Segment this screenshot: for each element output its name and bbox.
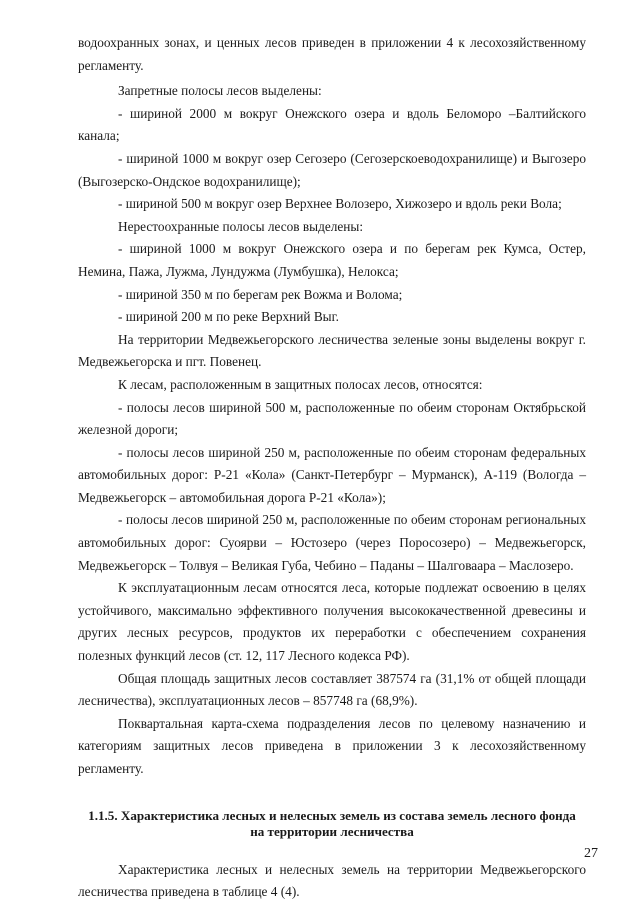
paragraph: Общая площадь защитных лесов составляет 387574 га (31,1% от общей площади лесничества), эксплуатационных лесов – 857748 га (68,9%). <box>78 670 586 709</box>
list-item: - полосы лесов шириной 250 м, расположенные по обеим сторонам федеральных автомобильных дорог: Р-21 «Кола» (Санкт-Петербург – Мурманск), А-119 (Вологда – Медвежьегорск – автомобильная дорога Р-21 «Кола»); <box>78 444 586 505</box>
list-item: - шириной 1000 м вокруг Онежского озера и по берегам рек Кумса, Остер, Немина, Пажа, Лужма, Лундужма (Лумбушка), Нелокса; <box>78 241 586 279</box>
section-heading-line: на территории лесничества <box>250 824 414 840</box>
section-heading-line: 1.1.5. Характеристика лесных и нелесных земель из состава земель лесного фонда <box>88 807 576 823</box>
section-heading <box>78 808 586 841</box>
paragraph: водоохранных зонах, и ценных лесов приведен в приложении 4 к лесохозяйственному регламенту. <box>78 35 586 73</box>
closing-paragraph: Характеристика лесных и нелесных земель на территории Медвежьегорского лесничества приведена в таблице 4 (4). <box>78 861 586 900</box>
paragraph: Нерестоохранные полосы лесов выделены: <box>118 218 364 234</box>
paragraph: Запретные полосы лесов выделены: <box>118 83 322 99</box>
list-item: - шириной 200 м по реке Верхний Выг. <box>118 309 339 325</box>
paragraph: Поквартальная карта-схема подразделения лесов по целевому назначению и категориям защитных лесов приведена в приложении 3 к лесохозяйственному регламенту. <box>78 715 586 776</box>
paragraph: К эксплуатационным лесам относятся леса, которые подлежат освоению в целях устойчивого, максимально эффективного получения высококачественной древесины и других лесных ресурсов, продуктов их переработки с обеспечением сохранения полезных функций лесов (ст. 12, 117 Лесного кодекса РФ). <box>78 580 586 664</box>
page-number: 27 <box>584 846 598 861</box>
paragraph: На территории Медвежьегорского лесничества зеленые зоны выделены вокруг г. Медвежьегорска и пгт. Повенец. <box>78 331 586 370</box>
list-item: - шириной 1000 м вокруг озер Сегозеро (Сегозерскоеводохранилище) и Выгозеро (Выгозерско-Ондское водохранилище); <box>78 150 586 189</box>
page-content <box>78 32 586 904</box>
list-item: - шириной 2000 м вокруг Онежского озера и вдоль Беломоро –Балтийского канала; <box>78 105 586 144</box>
paragraph: К лесам, расположенным в защитных полосах лесов, относятся: <box>118 376 483 392</box>
list-item: - шириной 500 м вокруг озер Верхнее Волозеро, Хижозеро и вдоль реки Вола; <box>118 196 562 212</box>
list-item: - полосы лесов шириной 500 м, расположенные по обеим сторонам Октябрьской железной дороги; <box>78 399 586 438</box>
list-item: - шириной 350 м по берегам рек Вожма и Волома; <box>118 286 403 302</box>
list-item: - полосы лесов шириной 250 м, расположенные по обеим сторонам региональных автомобильных дорог: Суоярви – Юстозеро (через Поросозеро) – Медвежьегорск, Медвежьегорск – Толвуя – Великая Губа, Чебино – Паданы – Шалговаара – Маслозеро. <box>78 512 586 573</box>
